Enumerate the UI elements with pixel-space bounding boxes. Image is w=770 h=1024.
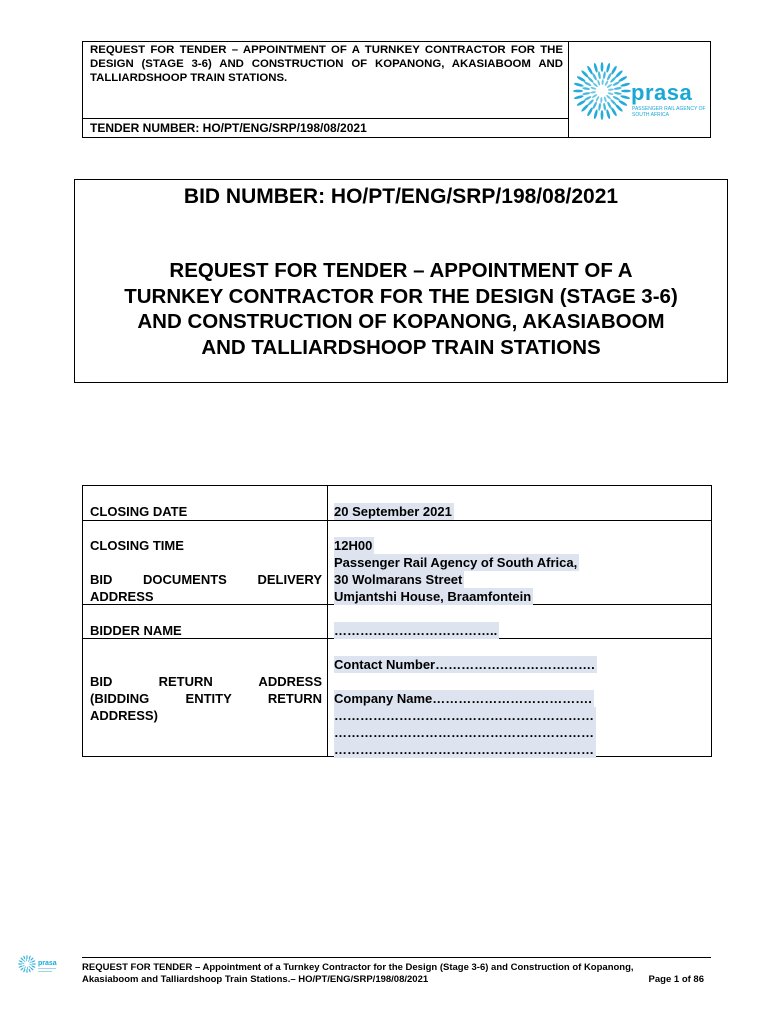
address-blank-line[interactable]: …………………………………………………… (334, 708, 594, 723)
page-of: of (681, 973, 691, 985)
footer-prasa-logo (18, 953, 64, 979)
svg-text:prasa: prasa (38, 960, 57, 967)
bid-title-line: TURNKEY CONTRACTOR FOR THE DESIGN (STAGE 3-6) (124, 284, 678, 308)
logo-wordmark: prasa (631, 80, 693, 105)
bid-number: BID NUMBER: HO/PT/ENG/SRP/198/08/2021 (183, 185, 619, 208)
bidder-name-label: BIDDER NAME (90, 623, 182, 638)
header-table (82, 41, 711, 138)
page-number: 1 (673, 973, 680, 985)
bid-box (74, 179, 728, 383)
logo-tagline: PASSENGER RAIL AGENCY OF SOUTH AFRICA (632, 106, 706, 118)
closing-date-label: CLOSING DATE (90, 504, 188, 519)
bid-details-table (82, 485, 712, 757)
footer-rule (82, 957, 711, 958)
bidder-name-field[interactable]: ……………………………….. (334, 623, 498, 638)
tender-number: TENDER NUMBER: HO/PT/ENG/SRP/198/08/2021 (90, 121, 367, 135)
contact-number-field[interactable]: Contact Number………………………………. (334, 657, 595, 672)
page-indicator (649, 974, 704, 986)
closing-date-text: 20 September 2021 (334, 504, 452, 519)
return-address-value[interactable] (334, 656, 597, 758)
header-divider (83, 118, 568, 119)
address-blank-line[interactable]: …………………………………………………… (334, 742, 594, 757)
page-prefix: Page (648, 973, 672, 985)
bid-title-line: AND TALLIARDSHOOP TRAIN STATIONS (201, 335, 601, 359)
prasa-logo (572, 44, 710, 134)
bidder-name-value[interactable] (334, 622, 499, 639)
closing-time-label: CLOSING TIME (90, 538, 184, 553)
delivery-address-label: BID DOCUMENTS DELIVERY ADDRESS (90, 572, 322, 604)
footer-text (82, 962, 704, 985)
header-description: REQUEST FOR TENDER – APPOINTMENT OF A TURNKEY CONTRACTOR FOR THE DESIGN (STAGE 3-6) AND CONSTRUCTION OF KOPANONG, AKASIABOOM AND TALLIARDSHOOP TRAIN STATIONS. (90, 44, 563, 84)
return-address-label-line: (BIDDING ENTITY RETURN (90, 691, 322, 706)
bid-title (85, 258, 717, 360)
table-column-divider (327, 486, 328, 756)
table-row-divider (83, 520, 711, 521)
delivery-address-line: Umjantshi House, Braamfontein (334, 589, 532, 604)
delivery-address-line: Passenger Rail Agency of South Africa, (334, 555, 578, 570)
closing-time-text: 12H00 (334, 538, 373, 553)
return-address-label (90, 673, 322, 724)
footer-line-2-row (82, 974, 704, 986)
delivery-address-line: 30 Wolmarans Street (334, 572, 463, 587)
page-total: 86 (693, 973, 704, 985)
prasa-sunburst-logo-icon (572, 56, 632, 126)
closing-date-value (334, 503, 454, 520)
header-title-cell (83, 42, 569, 137)
address-blank-line[interactable]: …………………………………………………… (334, 725, 594, 740)
closing-time-value (334, 537, 374, 554)
return-address-label-line: BID RETURN ADDRESS (90, 674, 322, 689)
footer-line-2: Akasiaboom and Talliardshoop Train Stations.– HO/PT/ENG/SRP/198/08/2021 (82, 973, 429, 985)
bid-title-line: AND CONSTRUCTION OF KOPANONG, AKASIABOOM (137, 310, 665, 333)
company-name-field[interactable]: Company Name………………………………. (334, 691, 592, 706)
footer-line-1: REQUEST FOR TENDER – Appointment of a Turnkey Contractor for the Design (Stage 3-6) and Construction of Kopanong, (82, 962, 634, 973)
prasa-small-logo-icon (18, 953, 64, 979)
bid-title-line: REQUEST FOR TENDER – APPOINTMENT OF A (169, 259, 633, 282)
delivery-address-value (334, 554, 579, 605)
return-address-label-line: ADDRESS) (90, 708, 158, 723)
